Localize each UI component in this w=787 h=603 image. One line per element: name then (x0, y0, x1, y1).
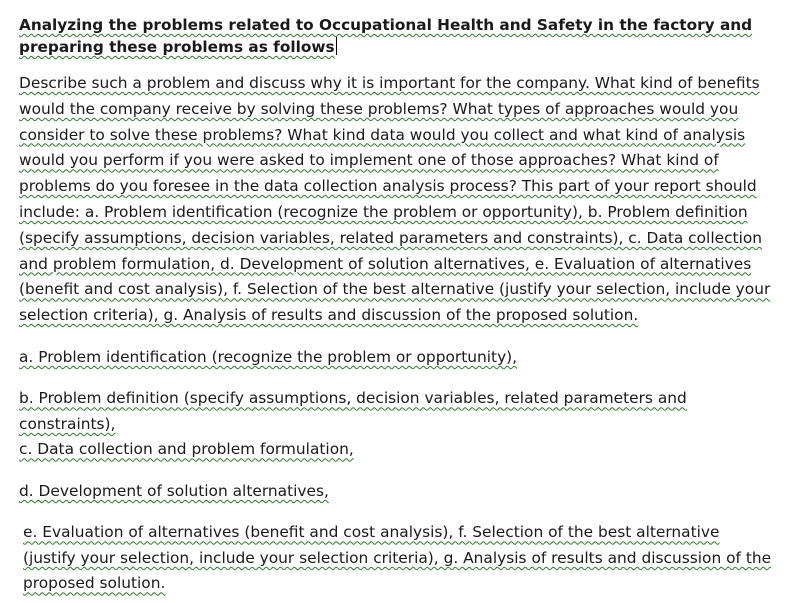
item-d-solution-alternatives[interactable]: d. Development of solution alternatives, (19, 481, 329, 500)
document-title-text: Analyzing the problems related to Occupational Health and Safety in the factory and preparing these problems as follows (19, 16, 753, 56)
item-a-problem-identification[interactable]: a. Problem identification (recognize the problem or opportunity), (19, 347, 518, 366)
item-c-data-collection[interactable]: c. Data collection and problem formulation, (19, 440, 354, 459)
document-title[interactable] (19, 14, 773, 58)
item-b-problem-definition[interactable]: b. Problem definition (specify assumptions, decision variables, related parameters and constraints), (19, 389, 687, 433)
text-cursor (336, 37, 338, 55)
item-efg-evaluation-selection-analysis[interactable]: e. Evaluation of alternatives (benefit and cost analysis), f. Selection of the best alternative (justify your selection, include your selection criteria), g. Analysis of results and discussion of the proposed solution. (23, 523, 772, 593)
body-paragraph[interactable]: Describe such a problem and discuss why it is important for the company. What kind of benefits would the company receive by solving these problems? What types of approaches would you consider to solve these problems? What kind data would you collect and what kind of analysis would you perform if you were asked to implement one of those approaches? What kind of problems do you foresee in the data collection analysis process? This part of your report should include: a. Problem identification (recognize the problem or opportunity), b. Problem definition (specify assumptions, decision variables, related parameters and constraints), c. Data collection and problem formulation, d. Development of solution alternatives, e. Evaluation of alternatives (benefit and cost analysis), f. Selection of the best alternative (justify your selection, include your selection criteria), g. Analysis of results and discussion of the proposed solution. (19, 74, 771, 325)
